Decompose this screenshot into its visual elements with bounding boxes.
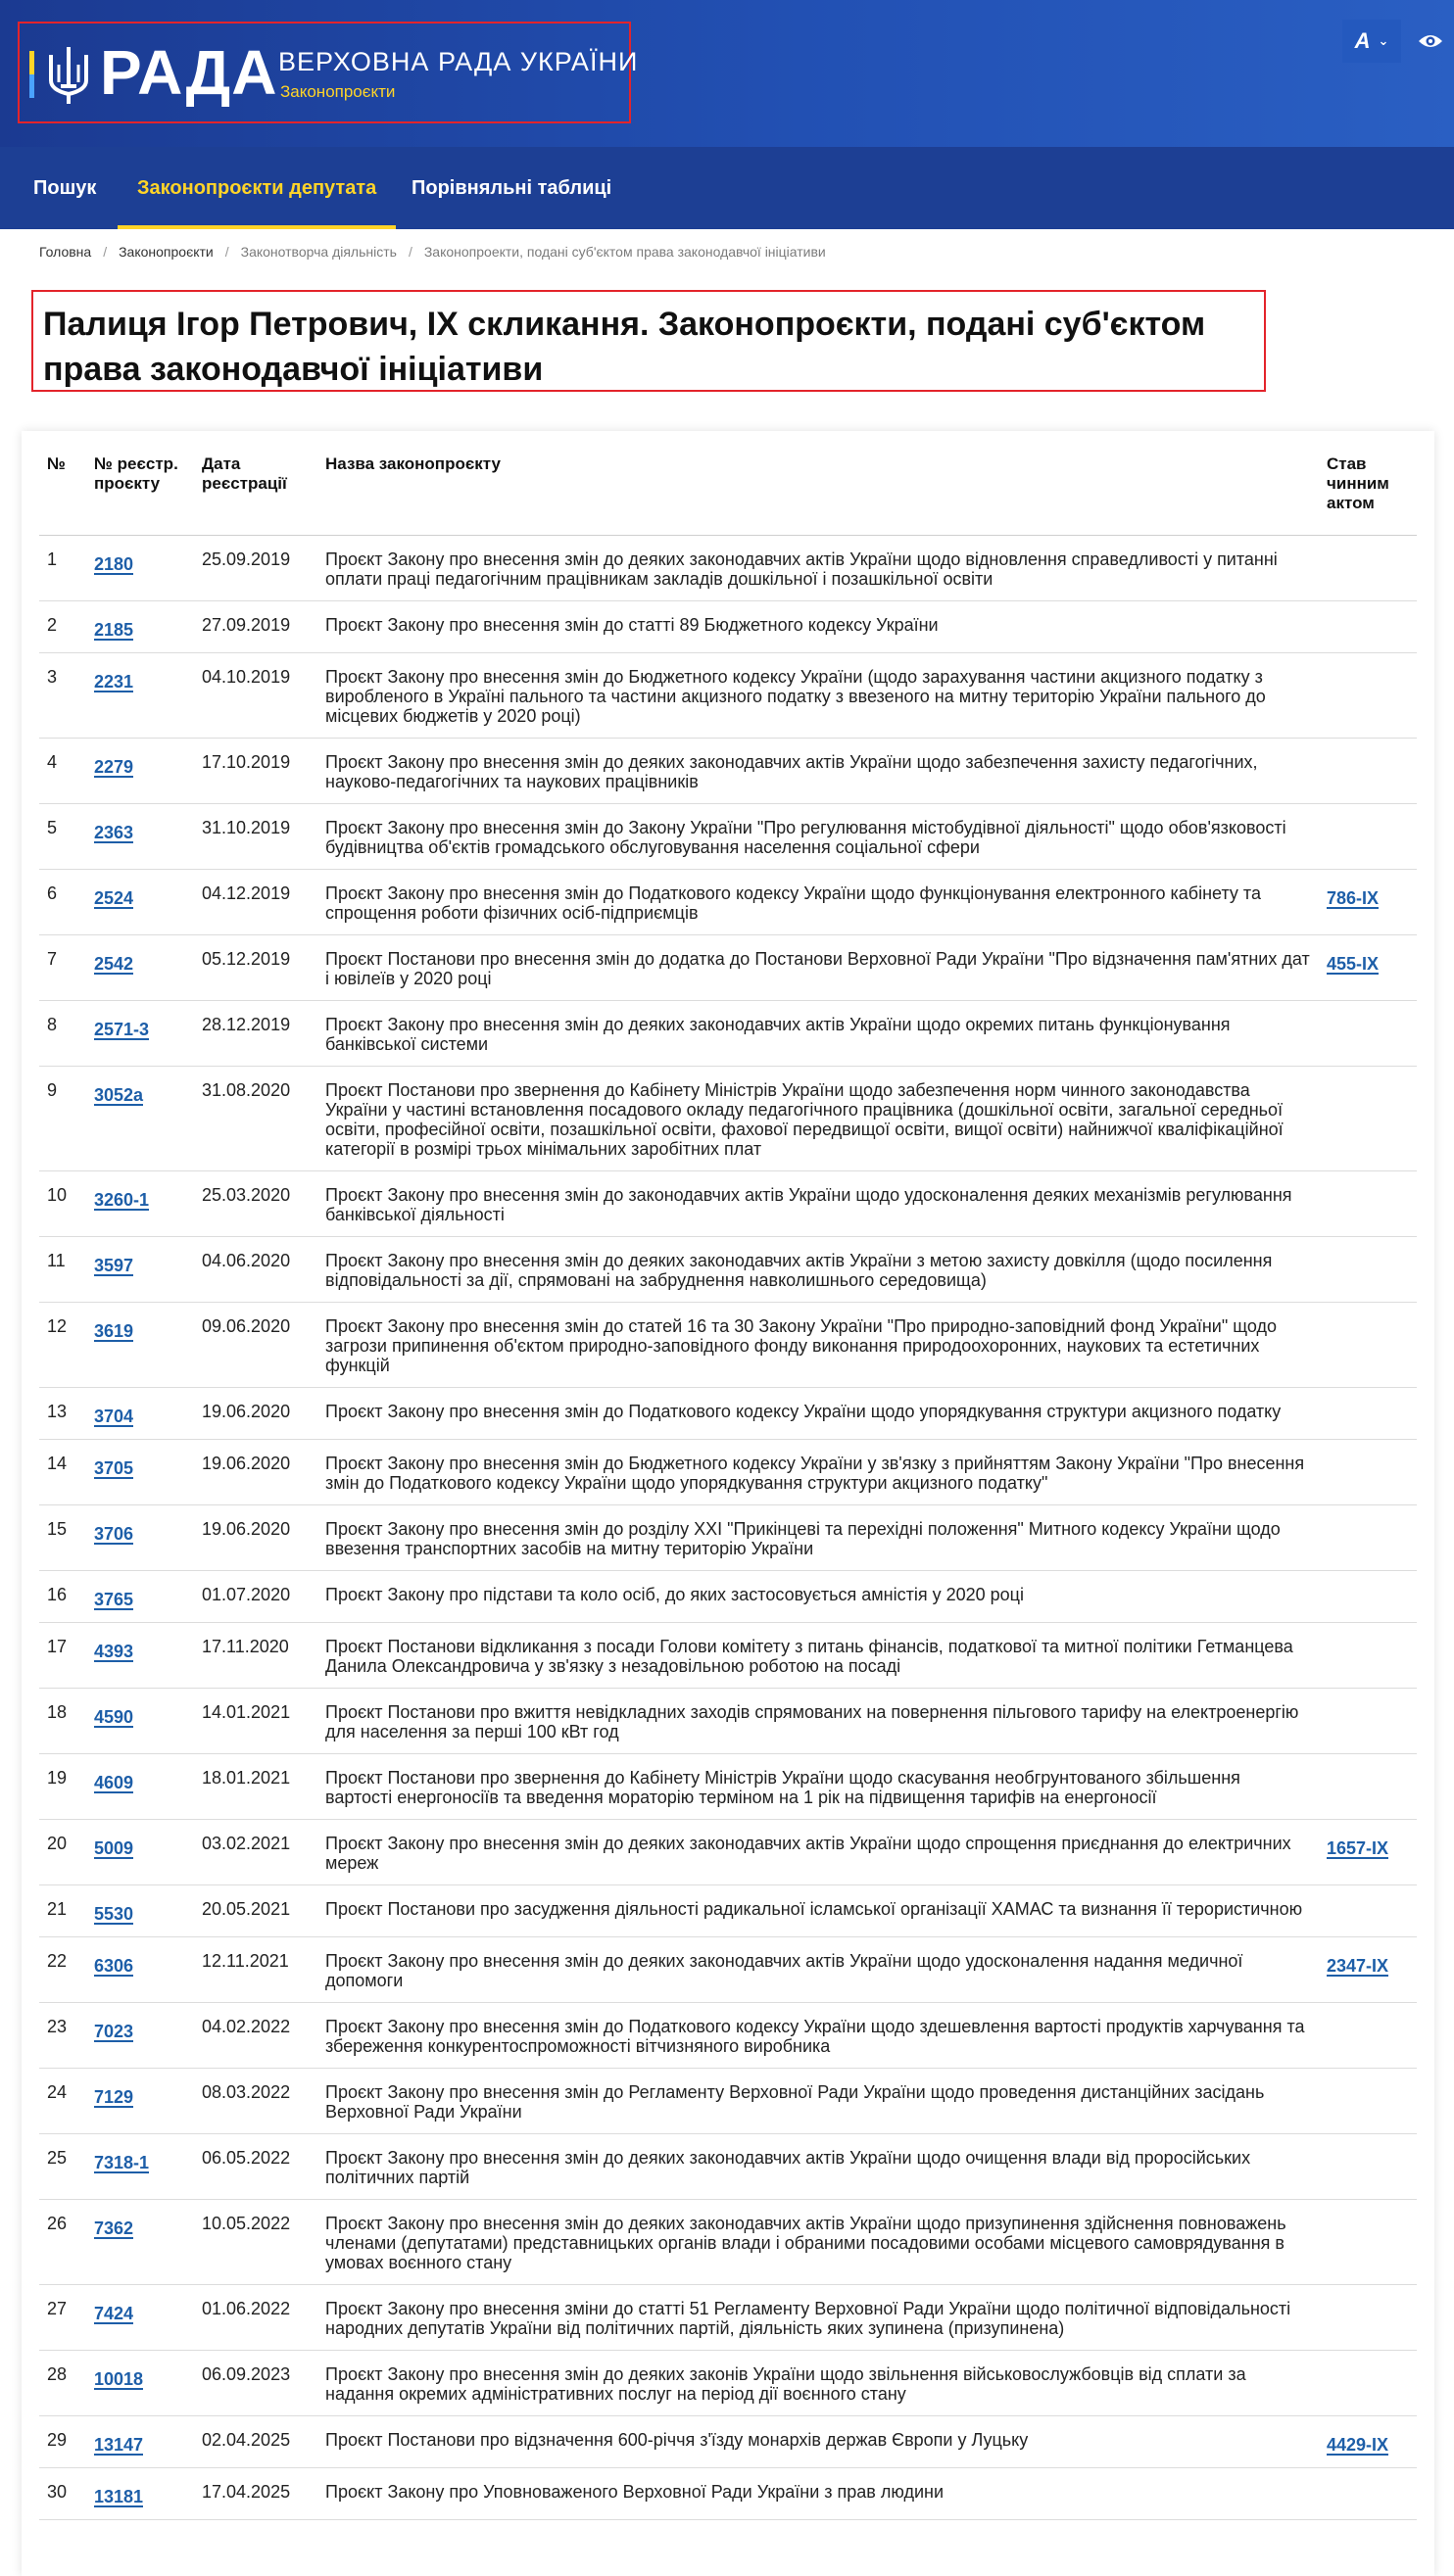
cell-row-number: 22 — [39, 1937, 86, 2003]
cell-bill-reg-number-link — [86, 1937, 194, 2003]
cell-act-number-link — [1319, 1623, 1417, 1689]
cell-bill-reg-number-link — [86, 536, 194, 601]
cell-row-number: 13 — [39, 1388, 86, 1440]
cell-act-number-link — [1319, 2285, 1417, 2351]
cell-row-number: 4 — [39, 739, 86, 804]
cell-act-number-link — [1319, 2200, 1417, 2285]
cell-row-number: 5 — [39, 804, 86, 870]
cell-bill-name: Проєкт Закону про внесення змін до деяких законодавчих актів України з метою захисту довкілля (щодо посилення відповідальності за дії, спрямовані на забруднення навколишнього середовища) — [317, 1237, 1319, 1303]
cell-row-number: 7 — [39, 935, 86, 1001]
cell-row-number: 19 — [39, 1754, 86, 1820]
bill-reg-number-link[interactable]: 3706 — [94, 1524, 134, 1544]
bill-reg-number-link[interactable]: 7362 — [94, 2218, 134, 2238]
cell-row-number: 9 — [39, 1067, 86, 1171]
cell-act-number-link — [1319, 870, 1417, 935]
cell-act-number-link — [1319, 804, 1417, 870]
breadcrumb: Головна / Законопроєкти / Законотворча діяльність / Законопроекти, подані суб'єктом права законодавчої ініціативи — [39, 244, 826, 260]
table-row — [39, 653, 1417, 739]
table-row — [39, 1505, 1417, 1571]
cell-bill-reg-date: 17.10.2019 — [194, 739, 317, 804]
cell-row-number: 12 — [39, 1303, 86, 1388]
cell-bill-reg-number-link — [86, 653, 194, 739]
cell-bill-reg-date: 04.10.2019 — [194, 653, 317, 739]
cell-bill-reg-number-link — [86, 935, 194, 1001]
table-row — [39, 2416, 1417, 2468]
table-row — [39, 804, 1417, 870]
act-number-link[interactable]: 4429-IX — [1327, 2435, 1389, 2455]
cell-row-number: 24 — [39, 2069, 86, 2134]
table-row — [39, 2200, 1417, 2285]
bill-reg-number-link[interactable]: 7424 — [94, 2304, 134, 2323]
font-size-toggle-button[interactable] — [1342, 20, 1401, 63]
bill-reg-number-link[interactable]: 3260-1 — [94, 1190, 150, 1210]
nav-item-deputy-bills[interactable]: Законопроєкти депутата — [137, 147, 376, 229]
cell-bill-name: Проєкт Закону про внесення змін до статей 16 та 30 Закону України "Про природно-заповідний фонд України" щодо загрози припинення об'єктом природно-заповідного фонду виконання природоохоронних, наукових та естетичних функцій — [317, 1303, 1319, 1388]
col-header-number: № — [39, 449, 86, 536]
cell-bill-reg-number-link — [86, 870, 194, 935]
cell-bill-reg-number-link — [86, 1303, 194, 1388]
cell-bill-reg-date: 25.09.2019 — [194, 536, 317, 601]
bill-reg-number-link[interactable]: 13147 — [94, 2435, 144, 2455]
cell-bill-reg-date: 12.11.2021 — [194, 1937, 317, 2003]
cell-bill-reg-date: 05.12.2019 — [194, 935, 317, 1001]
cell-bill-reg-number-link — [86, 1440, 194, 1505]
cell-act-number-link — [1319, 1571, 1417, 1623]
cell-row-number: 26 — [39, 2200, 86, 2285]
cell-bill-name: Проєкт Закону про внесення змін до законодавчих актів України щодо удосконалення деяких механізмів регулювання банківської діяльності — [317, 1171, 1319, 1237]
cell-act-number-link — [1319, 2351, 1417, 2416]
cell-bill-reg-number-link — [86, 1171, 194, 1237]
cell-act-number-link — [1319, 739, 1417, 804]
bill-reg-number-link[interactable]: 5530 — [94, 1904, 134, 1924]
cell-bill-reg-number-link — [86, 2416, 194, 2468]
cell-bill-name: Проєкт Закону про внесення змін до розділу XXI "Прикінцеві та перехідні положення" Митного кодексу України щодо ввезення транспортних засобів на митну територію України — [317, 1505, 1319, 1571]
cell-bill-name: Проєкт Закону про внесення змін до Податкового кодексу України щодо упорядкування структури акцизного податку — [317, 1388, 1319, 1440]
table-row — [39, 2003, 1417, 2069]
cell-bill-name: Проєкт Закону про внесення змін до Податкового кодексу України щодо функціонування електронного кабінету та спрощення роботи фізичних осіб-підприємців — [317, 870, 1319, 935]
cell-bill-name: Проєкт Закону про внесення змін до деяких законодавчих актів України щодо відновлення справедливості у питанні оплати праці педагогічним працівникам закладів дошкільної і позашкільної освіти — [317, 536, 1319, 601]
cell-bill-reg-number-link — [86, 1505, 194, 1571]
cell-act-number-link — [1319, 1303, 1417, 1388]
page-title-box — [31, 290, 1266, 392]
cell-row-number: 23 — [39, 2003, 86, 2069]
bill-reg-number-link[interactable]: 3597 — [94, 1256, 134, 1275]
cell-row-number: 8 — [39, 1001, 86, 1067]
cell-bill-reg-number-link — [86, 1754, 194, 1820]
cell-bill-reg-number-link — [86, 1388, 194, 1440]
table-row — [39, 1237, 1417, 1303]
cell-row-number: 10 — [39, 1171, 86, 1237]
cell-row-number: 20 — [39, 1820, 86, 1885]
cell-act-number-link — [1319, 1440, 1417, 1505]
cell-bill-reg-date: 19.06.2020 — [194, 1388, 317, 1440]
cell-bill-reg-date: 25.03.2020 — [194, 1171, 317, 1237]
cell-bill-reg-number-link — [86, 804, 194, 870]
nav-item-search[interactable]: Пошук — [33, 176, 97, 199]
cell-bill-reg-number-link — [86, 1571, 194, 1623]
table-row — [39, 1067, 1417, 1171]
site-title: ВЕРХОВНА РАДА УКРАЇНИ — [278, 47, 639, 76]
cell-act-number-link — [1319, 1067, 1417, 1171]
col-header-act: Став чинним актом — [1319, 449, 1417, 536]
cell-act-number-link — [1319, 2416, 1417, 2468]
cell-bill-reg-date: 19.06.2020 — [194, 1440, 317, 1505]
bill-reg-number-link[interactable]: 10018 — [94, 2369, 144, 2389]
cell-bill-reg-number-link — [86, 2285, 194, 2351]
cell-act-number-link — [1319, 2003, 1417, 2069]
cell-row-number: 14 — [39, 1440, 86, 1505]
cell-bill-name: Проєкт Закону про підстави та коло осіб, до яких застосовується амністія у 2020 році — [317, 1571, 1319, 1623]
breadcrumb-home[interactable]: Головна — [39, 244, 92, 260]
cell-row-number: 21 — [39, 1885, 86, 1937]
cell-row-number: 16 — [39, 1571, 86, 1623]
bill-reg-number-link[interactable]: 2571-3 — [94, 1020, 150, 1039]
cell-row-number: 1 — [39, 536, 86, 601]
cell-bill-reg-date: 04.06.2020 — [194, 1237, 317, 1303]
table-row — [39, 1885, 1417, 1937]
cell-bill-reg-number-link — [86, 2200, 194, 2285]
cell-bill-reg-number-link — [86, 2069, 194, 2134]
cell-act-number-link — [1319, 601, 1417, 653]
bill-reg-number-link[interactable]: 6306 — [94, 1956, 134, 1976]
cell-row-number: 3 — [39, 653, 86, 739]
bill-reg-number-link[interactable]: 2180 — [94, 554, 134, 574]
cell-row-number: 27 — [39, 2285, 86, 2351]
bill-reg-number-link[interactable]: 7318-1 — [94, 2153, 150, 2172]
cell-bill-name: Проєкт Закону про внесення змін до статті 89 Бюджетного кодексу України — [317, 601, 1319, 653]
cell-bill-name: Проєкт Закону про внесення змін до деяких законодавчих актів України щодо очищення влади від проросійських політичних партій — [317, 2134, 1319, 2200]
cell-row-number: 15 — [39, 1505, 86, 1571]
cell-bill-reg-date: 31.10.2019 — [194, 804, 317, 870]
act-number-link[interactable]: 455-IX — [1327, 954, 1380, 974]
cell-bill-reg-date: 14.01.2021 — [194, 1689, 317, 1754]
cell-bill-name: Проєкт Закону про внесення зміни до статті 51 Регламенту Верховної Ради України щодо політичної відповідальності народних депутатів України від політичних партій, діяльність яких зупинена (призупинена) — [317, 2285, 1319, 2351]
cell-bill-name: Проєкт Постанови відкликання з посади Голови комітету з питань фінансів, податкової та митної політики Гетманцева Данила Олександровича у зв'язку з незадовільною роботою на посаді — [317, 1623, 1319, 1689]
accessibility-eye-button[interactable] — [1411, 22, 1450, 61]
cell-bill-reg-date: 08.03.2022 — [194, 2069, 317, 2134]
cell-bill-reg-date: 31.08.2020 — [194, 1067, 317, 1171]
table-row — [39, 1001, 1417, 1067]
cell-bill-reg-number-link — [86, 1067, 194, 1171]
bill-reg-number-link[interactable]: 3765 — [94, 1590, 134, 1609]
cell-bill-reg-date: 06.05.2022 — [194, 2134, 317, 2200]
bills-table — [39, 449, 1417, 2520]
cell-bill-name: Проєкт Закону про внесення змін до Закону України "Про регулювання містобудівної діяльності" щодо обов'язковості будівництва об'єктів громадського обслуговування населення соціальної сфери — [317, 804, 1319, 870]
cell-bill-reg-date: 28.12.2019 — [194, 1001, 317, 1067]
table-header-row — [39, 449, 1417, 536]
table-row — [39, 935, 1417, 1001]
cell-row-number: 17 — [39, 1623, 86, 1689]
cell-bill-reg-number-link — [86, 1623, 194, 1689]
act-number-link[interactable]: 786-IX — [1327, 888, 1380, 908]
cell-act-number-link — [1319, 1689, 1417, 1754]
table-row — [39, 1303, 1417, 1388]
cell-bill-name: Проєкт Постанови про звернення до Кабінету Міністрів України щодо забезпечення норм чинного законодавства України у частині встановлення посадового окладу педагогічного працівника (дошкільної освіти, загальної середньої освіти, професійної освіти, позашкільної освіти, фахової передвищої освіти, вищої освіти) найнижчої кваліфікаційної категорії в розмірі трьох мінімальних заробітних плат — [317, 1067, 1319, 1171]
cell-bill-name: Проєкт Закону про внесення змін до Податкового кодексу України щодо здешевлення вартості продуктів харчування та збереження конкурентоспроможності вітчизняного виробника — [317, 2003, 1319, 2069]
cell-act-number-link — [1319, 1171, 1417, 1237]
cell-bill-name: Проєкт Постанови про відзначення 600-річчя з'їзду монархів держав Європи у Луцьку — [317, 2416, 1319, 2468]
cell-bill-reg-date: 18.01.2021 — [194, 1754, 317, 1820]
cell-bill-name: Проєкт Закону про Уповноваженого Верховної Ради України з прав людини — [317, 2468, 1319, 2520]
cell-bill-name: Проєкт Постанови про вжиття невідкладних заходів спрямованих на повернення пільгового тарифу на електроенергію для населення за перші 100 кВт год — [317, 1689, 1319, 1754]
cell-bill-reg-number-link — [86, 1001, 194, 1067]
col-header-bill-name: Назва законопроєкту — [317, 449, 1319, 536]
breadcrumb-lawmaking[interactable]: Законотворча діяльність — [240, 244, 397, 260]
table-row — [39, 1937, 1417, 2003]
page-title: Палиця Ігор Петрович, IX скликання. Законопроєкти, подані суб'єктом права законодавчої ініціативи — [43, 306, 1206, 388]
cell-bill-reg-number-link — [86, 2351, 194, 2416]
nav-item-comparative-tables[interactable]: Порівняльні таблиці — [412, 176, 612, 199]
cell-bill-name: Проєкт Закону про внесення змін до деяких законодавчих актів України щодо призупинення здійснення повноважень членами (депутатами) представницьких органів влади і обраними посадовими особами місцевого самоврядування в умовах воєнного стану — [317, 2200, 1319, 2285]
cell-bill-reg-number-link — [86, 601, 194, 653]
act-number-link[interactable]: 2347-IX — [1327, 1956, 1389, 1976]
cell-bill-reg-date: 10.05.2022 — [194, 2200, 317, 2285]
cell-bill-reg-number-link — [86, 2468, 194, 2520]
bill-reg-number-link[interactable]: 2524 — [94, 888, 134, 908]
site-logo-block[interactable] — [18, 22, 639, 123]
site-header — [0, 0, 1454, 147]
cell-row-number: 30 — [39, 2468, 86, 2520]
table-row — [39, 2069, 1417, 2134]
cell-bill-name: Проєкт Постанови про внесення змін до додатка до Постанови Верховної Ради України "Про відзначення пам'ятних дат і ювілеїв у 2020 році — [317, 935, 1319, 1001]
bill-reg-number-link[interactable]: 2231 — [94, 672, 134, 692]
cell-row-number: 25 — [39, 2134, 86, 2200]
cell-bill-reg-date: 17.11.2020 — [194, 1623, 317, 1689]
bill-reg-number-link[interactable]: 5009 — [94, 1838, 134, 1858]
bill-reg-number-link[interactable]: 2542 — [94, 954, 134, 974]
table-row — [39, 1820, 1417, 1885]
cell-act-number-link — [1319, 1885, 1417, 1937]
table-row — [39, 2134, 1417, 2200]
bill-reg-number-link[interactable]: 3705 — [94, 1458, 134, 1478]
table-row — [39, 536, 1417, 601]
act-number-link[interactable]: 1657-IX — [1327, 1838, 1389, 1858]
cell-act-number-link — [1319, 536, 1417, 601]
cell-bill-reg-date: 04.12.2019 — [194, 870, 317, 935]
cell-bill-name: Проєкт Закону про внесення змін до деяких законів України щодо звільнення військовослужбовців від сплати за надання окремих адміністративних послуг на період дії воєнного стану — [317, 2351, 1319, 2416]
cell-bill-reg-date: 03.02.2021 — [194, 1820, 317, 1885]
font-size-label: A — [1354, 28, 1371, 53]
bill-reg-number-link[interactable]: 2363 — [94, 823, 134, 842]
cell-bill-reg-date: 06.09.2023 — [194, 2351, 317, 2416]
cell-bill-reg-number-link — [86, 1237, 194, 1303]
cell-bill-name: Проєкт Закону про внесення змін до деяких законодавчих актів України щодо окремих питань функціонування банківської системи — [317, 1001, 1319, 1067]
cell-bill-reg-date: 20.05.2021 — [194, 1885, 317, 1937]
cell-bill-name: Проєкт Закону про внесення змін до Бюджетного кодексу України у зв'язку з прийняттям Закону України "Про внесення змін до Податкового кодексу України щодо упорядкування структури акцизного податку" — [317, 1440, 1319, 1505]
cell-row-number: 29 — [39, 2416, 86, 2468]
table-row — [39, 1440, 1417, 1505]
table-row — [39, 1388, 1417, 1440]
cell-bill-name: Проєкт Закону про внесення змін до Регламенту Верховної Ради України щодо проведення дистанційних засідань Верховної Ради України — [317, 2069, 1319, 2134]
cell-bill-reg-number-link — [86, 2134, 194, 2200]
table-row — [39, 2468, 1417, 2520]
bills-table-card — [22, 431, 1434, 2576]
cell-act-number-link — [1319, 1388, 1417, 1440]
cell-bill-name: Проєкт Закону про внесення змін до деяких законодавчих актів України щодо забезпечення захисту педагогічних, науково-педагогічних та наукових працівників — [317, 739, 1319, 804]
cell-bill-reg-date: 19.06.2020 — [194, 1505, 317, 1571]
cell-bill-reg-number-link — [86, 739, 194, 804]
cell-bill-reg-number-link — [86, 1885, 194, 1937]
col-header-reg-date: Дата реєстрації — [194, 449, 317, 536]
col-header-reg-number: № реєстр. проєкту — [86, 449, 194, 536]
logo-word: РАДА — [100, 37, 278, 108]
table-row — [39, 870, 1417, 935]
cell-bill-name: Проєкт Постанови про засудження діяльності радикальної ісламської організації ХАМАС та визнання її терористичною — [317, 1885, 1319, 1937]
cell-row-number: 18 — [39, 1689, 86, 1754]
bill-reg-number-link[interactable]: 4609 — [94, 1773, 134, 1792]
bill-reg-number-link[interactable]: 7023 — [94, 2022, 134, 2041]
bill-reg-number-link[interactable]: 4393 — [94, 1642, 134, 1661]
cell-bill-reg-date: 01.07.2020 — [194, 1571, 317, 1623]
eye-icon — [1418, 32, 1443, 50]
table-row — [39, 2351, 1417, 2416]
cell-act-number-link — [1319, 1754, 1417, 1820]
site-subtitle: Законопроєкти — [280, 82, 396, 101]
bill-reg-number-link[interactable]: 4590 — [94, 1707, 134, 1727]
cell-act-number-link — [1319, 1820, 1417, 1885]
cell-bill-name: Проєкт Закону про внесення змін до Бюджетного кодексу України (щодо зарахування частини акцизного податку з виробленого в Україні пального та частини акцизного податку з ввезеного на митну територію України пального до місцевих бюджетів у 2020 році) — [317, 653, 1319, 739]
cell-row-number: 6 — [39, 870, 86, 935]
cell-act-number-link — [1319, 1237, 1417, 1303]
bill-reg-number-link[interactable]: 2185 — [94, 620, 134, 640]
cell-act-number-link — [1319, 2069, 1417, 2134]
cell-row-number: 11 — [39, 1237, 86, 1303]
table-row — [39, 739, 1417, 804]
chevron-down-icon: ⌄ — [1378, 33, 1389, 48]
bill-reg-number-link[interactable]: 2279 — [94, 757, 134, 777]
cell-bill-reg-date: 09.06.2020 — [194, 1303, 317, 1388]
cell-row-number: 28 — [39, 2351, 86, 2416]
cell-act-number-link — [1319, 1505, 1417, 1571]
table-row — [39, 601, 1417, 653]
breadcrumb-current: Законопроекти, подані суб'єктом права законодавчої ініціативи — [423, 244, 826, 260]
bill-reg-number-link[interactable]: 3619 — [94, 1321, 134, 1341]
table-row — [39, 1571, 1417, 1623]
cell-act-number-link — [1319, 2134, 1417, 2200]
bill-reg-number-link[interactable]: 3052а — [94, 1085, 144, 1105]
breadcrumb-bills[interactable]: Законопроєкти — [119, 244, 214, 260]
cell-bill-reg-date: 17.04.2025 — [194, 2468, 317, 2520]
bill-reg-number-link[interactable]: 7129 — [94, 2087, 134, 2107]
cell-bill-reg-date: 27.09.2019 — [194, 601, 317, 653]
cell-bill-reg-number-link — [86, 2003, 194, 2069]
table-row — [39, 1754, 1417, 1820]
main-nav — [0, 147, 1454, 229]
cell-bill-reg-date: 02.04.2025 — [194, 2416, 317, 2468]
cell-bill-name: Проєкт Закону про внесення змін до деяких законодавчих актів України щодо удосконалення надання медичної допомоги — [317, 1937, 1319, 2003]
cell-act-number-link — [1319, 2468, 1417, 2520]
table-row — [39, 1689, 1417, 1754]
cell-bill-name: Проєкт Закону про внесення змін до деяких законодавчих актів України щодо спрощення приєднання до електричних мереж — [317, 1820, 1319, 1885]
cell-bill-reg-date: 01.06.2022 — [194, 2285, 317, 2351]
cell-act-number-link — [1319, 935, 1417, 1001]
cell-act-number-link — [1319, 1937, 1417, 2003]
trident-emblem-icon — [29, 45, 100, 106]
table-row — [39, 2285, 1417, 2351]
cell-bill-reg-number-link — [86, 1820, 194, 1885]
table-row — [39, 1171, 1417, 1237]
bill-reg-number-link[interactable]: 3704 — [94, 1407, 134, 1426]
table-row — [39, 1623, 1417, 1689]
cell-bill-reg-date: 04.02.2022 — [194, 2003, 317, 2069]
cell-bill-name: Проєкт Постанови про звернення до Кабінету Міністрів України щодо скасування необгрунтованого збільшення вартості енергоносіїв та введення мораторію терміном на 1 рік на підвищення тарифів на енергоносії — [317, 1754, 1319, 1820]
cell-bill-reg-number-link — [86, 1689, 194, 1754]
cell-act-number-link — [1319, 653, 1417, 739]
cell-act-number-link — [1319, 1001, 1417, 1067]
bill-reg-number-link[interactable]: 13181 — [94, 2487, 144, 2506]
cell-row-number: 2 — [39, 601, 86, 653]
